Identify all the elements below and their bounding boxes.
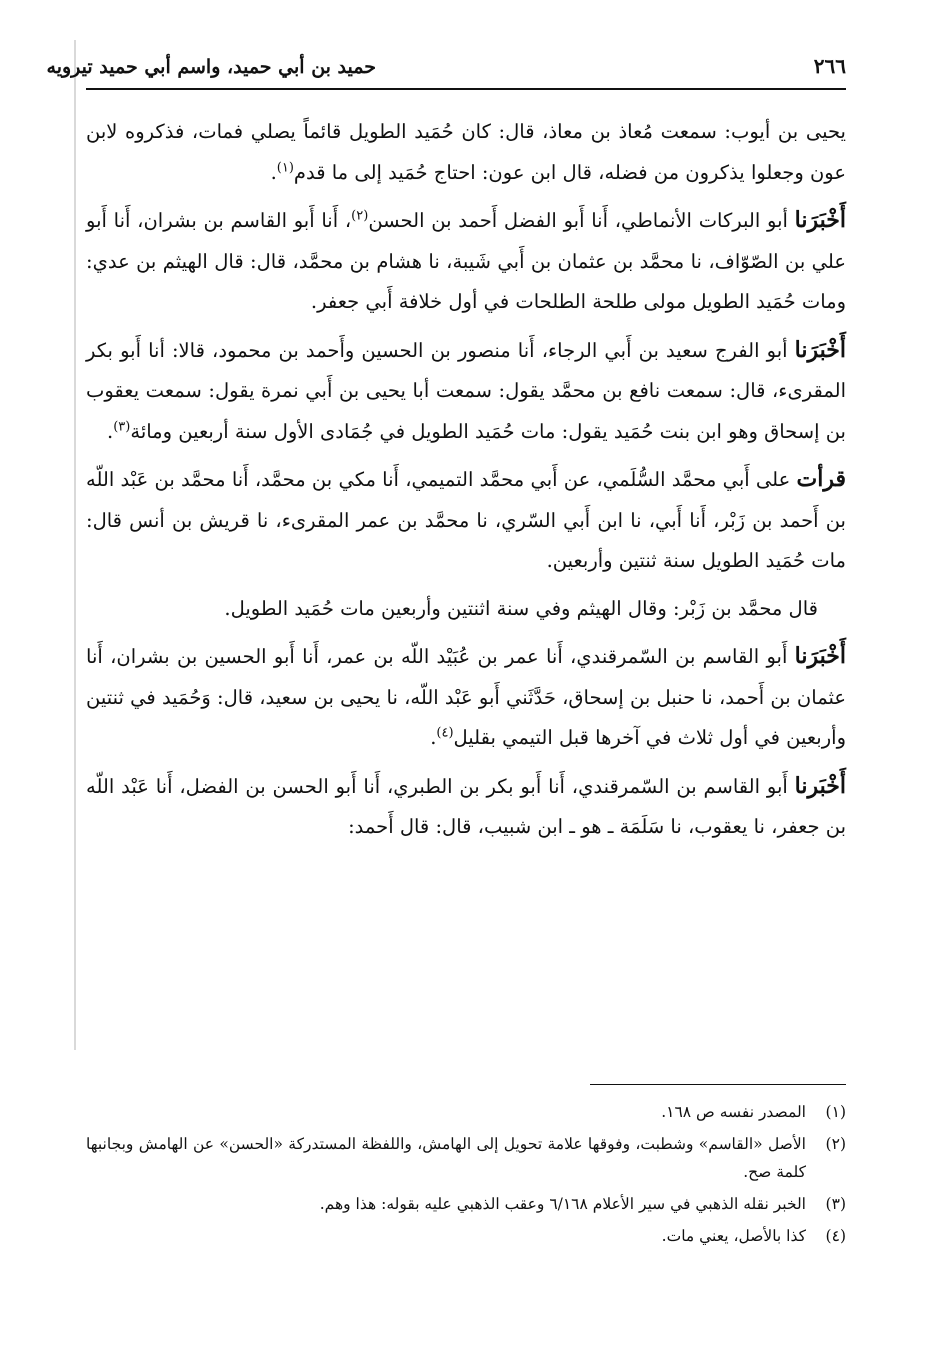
footnote-text: كذا بالأصل، يعني مات. [661,1227,806,1245]
paragraph-1 [86,112,846,193]
paragraph-text: قال محمَّد بن زَبْر: وقال الهيثم وفي سنة اثنتين وأربعين مات حُمَيد الطويل. [224,596,818,620]
paragraph-tail: . [107,419,114,443]
footnote-4 [86,1222,846,1250]
footnotes [86,1098,846,1254]
footnote-ref-2: (٢) [351,208,369,224]
paragraph-text: أَبو القاسم بن السّمرقندي، أَنا عمر بن عُبَيْد اللّه بن عمر، أَنا أَبو الحسين بن بشران، أَنا عثمان بن أَحمد، نا حنبل بن إسحاق، حَدَّثَني أَبو عَبْد اللّه، نا يحيى بن سعيد، قال: وَحُمَيد في ثنتين وأربعين في أول ثلاث في آخرها قبل التيمي بقليل [86,645,846,749]
scan-margin-line [74,40,76,1050]
footnote-number: (٤) [825,1227,846,1245]
lead-word: أَخْبَرَنا [794,643,846,669]
footnote-1 [86,1098,846,1126]
paragraph-7 [86,766,846,848]
lead-word: قرأت [796,466,846,492]
main-text [86,112,846,848]
footnote-ref-1: (١) [276,160,294,175]
paragraph-text: أبو الفرج سعيد بن أَبي الرجاء، أَنا منصور بن الحسين وأَحمد بن محمود، قالا: أنا أَبو بكر المقرىء، قال: سمعت نافع بن محمَّد يقول: سمعت أبا يحيى بن أَبي نمرة يقول: سمعت يعقوب بن إسحاق وهو ابن بنت حُمَيد يقول: مات حُمَيد الطويل في جُمَادى الأول سنة أربعين ومائة [86,338,846,443]
paragraph-5 [86,589,846,630]
paragraph-tail: . [270,160,277,184]
paragraph-3 [86,330,846,453]
paragraph-tail: . [430,726,437,749]
footnote-2 [86,1130,846,1186]
lead-word: أَخْبَرَنا [794,207,846,233]
header-rule [86,88,846,90]
paragraph-text-cont: ، أَنا أَبو القاسم بن بشران، أَنا أَبو علي بن الصّوّاف، نا محمَّد بن عثمان بن أَبي شَيبة، نا هشام بن محمَّد، قال: قال الهيثم بن عدي: ومات حُمَيد الطويل مولى طلحة الطلحات في أول خلافة أَبي جعفر. [86,209,846,313]
footnote-3 [86,1190,846,1218]
footnote-number: (٣) [825,1195,846,1213]
footnote-text: الأصل «القاسم» وشطبت، وفوقها علامة تحويل إلى الهامش، واللفظة المستدركة «الحسن» عن الهامش وبجانبها كلمة صح. [86,1135,806,1181]
lead-word: أَخْبَرَنا [794,336,846,363]
page-number: ٢٦٦ [813,54,846,78]
paragraph-6 [86,636,846,759]
footnote-ref-4: (٤) [436,725,454,741]
footnote-text: المصدر نفسه ص ١٦٨. [661,1103,806,1121]
lead-word: أَخْبَرنا [794,772,846,799]
footnote-ref-3: (٣) [113,419,131,434]
footnote-separator [590,1084,846,1085]
paragraph-text: أَبو القاسم بن السّمرقندي، أَنا أَبو بكر بن الطبري، أَنا أَبو الحسن بن الفضل، أَنا عَبْد اللّه بن جعفر، نا يعقوب، نا سَلَمَة ـ هو ـ ابن شبيب، قال: قال أَحمد: [86,774,846,838]
footnote-number: (١) [825,1103,846,1121]
running-title: حميد بن أبي حميد، واسم أبي حميد تيرويه [46,56,376,78]
paragraph-text: أبو البركات الأنماطي، أَنا أَبو الفضل أَحمد بن الحسن [368,209,795,232]
page-header [46,50,846,86]
paragraph-text: على أَبي محمَّد السُّلَمي، عن أَبي محمَّد التميمي، أَنا مكي بن محمَّد، أَنا محمَّد بن عَبْد اللّه بن أَحمد بن زَبْر، أَنا أَبي، نا ابن أَبي السّري، نا محمَّد بن عمر المقرىء، نا قريش بن أنس قال: مات حُمَيد الطويل سنة ثنتين وأربعين. [86,468,846,572]
footnote-number: (٢) [825,1135,846,1153]
paragraph-2 [86,200,846,323]
footnote-text: الخبر نقله الذهبي في سير الأعلام ٦/١٦٨ وعقب الذهبي عليه بقوله: هذا وهم. [319,1195,806,1213]
paragraph-text: يحيى بن أيوب: سمعت مُعاذ بن معاذ، قال: كان حُمَيد الطويل قائماً يصلي فمات، فذكروه لابن عون وجعلوا يذكرون من فضله، قال ابن عون: احتاج حُمَيد إلى ما قدم [86,120,846,184]
paragraph-4 [86,459,846,582]
